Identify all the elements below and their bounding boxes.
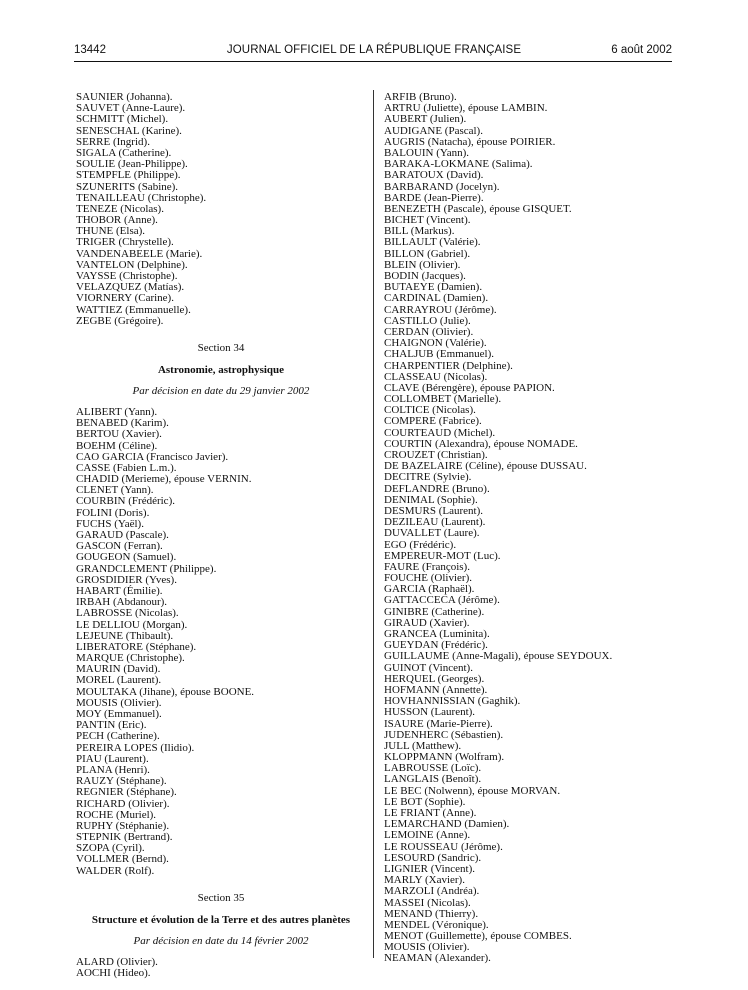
list-item: FUCHS (Yaël). — [76, 517, 144, 530]
list-item: LE ROUSSEAU (Jérôme). — [384, 840, 503, 853]
list-item: MOY (Emmanuel). — [76, 708, 162, 720]
issue-date: 6 août 2002 — [611, 44, 672, 56]
list-item: BENABED (Karim). — [76, 417, 169, 430]
list-item: TENAILLEAU (Christophe). — [76, 191, 207, 204]
list-item: BARAKA-LOKMANE (Salima). — [384, 158, 533, 171]
list-item: EGO (Frédéric). — [384, 538, 457, 551]
list-item: BLEIN (Olivier). — [384, 258, 461, 271]
list-item: GIRAUD (Xavier). — [384, 616, 470, 629]
list-item: GRANDCLEMENT (Philippe). — [76, 562, 217, 575]
list-item: RUPHY (Stéphanie). — [76, 819, 170, 832]
list-item: MOREL (Laurent). — [76, 674, 162, 687]
section-35-decision: Par décision en date du 14 février 2002 — [133, 934, 309, 947]
header-rule — [74, 61, 672, 62]
list-item: DE BAZELAIRE (Céline), épouse DUSSAU. — [384, 460, 587, 473]
list-item: PLANA (Henri). — [76, 763, 150, 776]
list-item: SIGALA (Catherine). — [76, 146, 172, 159]
list-item: MOUSIS (Olivier). — [76, 696, 162, 709]
list-item: ARFIB (Bruno). — [384, 91, 457, 103]
list-item: CARDINAL (Damien). — [384, 292, 489, 305]
list-item: ISAURE (Marie-Pierre). — [384, 717, 493, 730]
list-item: BARATOUX (David). — [384, 169, 484, 182]
list-item: DEFLANDRE (Bruno). — [384, 482, 490, 495]
list-item: DUVALLET (Laure). — [384, 527, 480, 540]
list-item: ALARD (Olivier). — [76, 955, 158, 968]
list-item: SZUNERITS (Sabine). — [76, 180, 179, 193]
list-item: BALOUIN (Yann). — [384, 146, 470, 159]
list-item: LE BOT (Sophie). — [384, 795, 466, 808]
list-item: COURTEAUD (Michel). — [384, 426, 496, 439]
list-item: HABART (Émilie). — [76, 584, 163, 597]
list-item: COLLOMBET (Marielle). — [384, 393, 502, 406]
list-item: BICHET (Vincent). — [384, 214, 471, 227]
list-item: HOFMANN (Annette). — [384, 683, 488, 696]
list-item: PECH (Catherine). — [76, 730, 160, 743]
list-item: DESMURS (Laurent). — [384, 504, 483, 517]
list-item: COURTIN (Alexandra), épouse NOMADE. — [384, 437, 578, 450]
list-item: NEAMAN (Alexander). — [384, 952, 491, 965]
list-item: LIGNIER (Vincent). — [384, 862, 475, 875]
right-column — [384, 92, 674, 965]
list-item: ALIBERT (Yann). — [76, 405, 158, 418]
list-item: LANGLAIS (Benoît). — [384, 773, 482, 786]
list-item: HOVHANNISSIAN (Gaghik). — [384, 695, 521, 708]
section-34-decision: Par décision en date du 29 janvier 2002 — [132, 384, 310, 397]
list-item: AUBERT (Julien). — [384, 113, 467, 126]
list-item: MARZOLI (Andréa). — [384, 885, 480, 898]
list-item: PEREIRA LOPES (Ilidio). — [76, 741, 195, 754]
list-item: KLOPPMANN (Wolfram). — [384, 751, 505, 764]
journal-title: JOURNAL OFFICIEL DE LA RÉPUBLIQUE FRANÇAISE — [226, 44, 522, 56]
list-item: VAYSSE (Christophe). — [76, 270, 178, 282]
list-item: WATTIEZ (Emmanuelle). — [76, 303, 191, 316]
list-item: LE DELLIOU (Morgan). — [76, 618, 188, 631]
list-item: DENIMAL (Sophie). — [384, 493, 478, 506]
list-item: BODIN (Jacques). — [384, 270, 466, 282]
list-item: EMPEREUR-MOT (Luc). — [384, 549, 501, 562]
list-item: CHAIGNON (Valérie). — [384, 337, 487, 350]
list-item: DECITRE (Sylvie). — [384, 471, 472, 484]
list-item: LABROUSSE (Loïc). — [384, 762, 482, 775]
list-item: WALDER (Rolf). — [76, 864, 155, 877]
list-item: HERQUEL (Georges). — [384, 672, 485, 685]
list-item: MOULTAKA (Jihane), épouse BOONE. — [76, 685, 255, 698]
list-item: LE BEC (Nolwenn), épouse MORVAN. — [384, 784, 561, 797]
list-item: LEMOINE (Anne). — [384, 829, 471, 842]
list-item: GUEYDAN (Frédéric). — [384, 639, 488, 652]
list-item: AUGRIS (Natacha), épouse POIRIER. — [384, 135, 556, 148]
list-item: GUINOT (Vincent). — [384, 661, 473, 674]
list-item: RAUZY (Stéphane). — [76, 775, 167, 788]
list-item: CASSE (Fabien L.m.). — [76, 461, 177, 474]
list-item: GASCON (Ferran). — [76, 540, 163, 553]
list-item: ARTRU (Juliette), épouse LAMBIN. — [384, 102, 548, 115]
list-item: TENEZE (Nicolas). — [76, 202, 164, 215]
name-list-right — [384, 92, 674, 965]
list-item: GARAUD (Pascale). — [76, 529, 169, 541]
list-item: VANDENABEELE (Marie). — [76, 247, 203, 260]
list-item: BOEHM (Céline). — [76, 439, 158, 452]
list-item: LIBERATORE (Stéphane). — [76, 640, 197, 653]
list-item: ZEGBE (Grégoire). — [76, 314, 164, 327]
list-item: MENOT (Guillemette), épouse COMBES. — [384, 930, 572, 943]
list-item: CASTILLO (Julie). — [384, 314, 471, 327]
list-item: CARRAYROU (Jérôme). — [384, 303, 497, 316]
list-item: VIORNERY (Carine). — [76, 292, 174, 305]
list-item: PANTIN (Eric). — [76, 719, 147, 732]
list-item: VOLLMER (Bernd). — [76, 853, 169, 866]
list-item: STEPNIK (Bertrand). — [76, 831, 173, 844]
list-item: BERTOU (Xavier). — [76, 428, 162, 441]
page-header — [0, 44, 748, 60]
list-item: STEMPFLE (Philippe). — [76, 169, 181, 182]
list-item: FOUCHE (Olivier). — [384, 572, 472, 585]
list-item: GRANCEA (Luminita). — [384, 628, 490, 640]
list-item: BILLON (Gabriel). — [384, 247, 471, 260]
list-item: THOBOR (Anne). — [76, 214, 158, 227]
list-item: MARLY (Xavier). — [384, 874, 465, 887]
list-item: MARQUE (Christophe). — [76, 652, 185, 665]
list-item: AUDIGANE (Pascal). — [384, 124, 483, 137]
list-item: BILL (Markus). — [384, 225, 455, 238]
list-item: JUDENHERC (Sébastien). — [384, 728, 504, 741]
list-item: FAURE (François). — [384, 560, 470, 573]
list-item: SERRE (Ingrid). — [76, 135, 150, 148]
list-item: COMPERE (Fabrice). — [384, 415, 482, 428]
list-item: MASSEI (Nicolas). — [384, 896, 471, 909]
list-item: CHALJUB (Emmanuel). — [384, 348, 494, 361]
list-item: CHADID (Merieme), épouse VERNIN. — [76, 473, 252, 486]
list-item: LESOURD (Sandric). — [384, 851, 482, 864]
list-item: THUNE (Elsa). — [76, 225, 146, 238]
list-item: SOULIE (Jean-Philippe). — [76, 158, 188, 171]
list-item: GINIBRE (Catherine). — [384, 605, 485, 618]
list-item: CLASSEAU (Nicolas). — [384, 370, 488, 383]
list-item: GATTACCECA (Jérôme). — [384, 594, 500, 607]
section-35-title: Structure et évolution de la Terre et des autres planètes — [91, 913, 351, 926]
list-item: CLAVE (Bérengère), épouse PAPION. — [384, 381, 555, 394]
section-34-title: Astronomie, astrophysique — [157, 363, 285, 376]
section-34-label: Section 34 — [197, 341, 245, 354]
list-item: LE FRIANT (Anne). — [384, 807, 477, 819]
list-item: AOCHI (Hideo). — [76, 967, 151, 979]
list-item: SAUNIER (Johanna). — [76, 91, 173, 103]
list-item: LABROSSE (Nicolas). — [76, 607, 179, 620]
list-item: COURBIN (Frédéric). — [76, 495, 175, 508]
list-item: HUSSON (Laurent). — [384, 706, 476, 719]
list-item: BILLAULT (Valérie). — [384, 236, 481, 249]
section-35-name-list — [76, 957, 366, 979]
list-item: BENEZETH (Pascale), épouse GISQUET. — [384, 202, 572, 215]
list-item: MOUSIS (Olivier). — [384, 941, 470, 954]
list-item: IRBAH (Abdanour). — [76, 596, 168, 609]
list-item: GOUGEON (Samuel). — [76, 551, 177, 564]
list-item: GROSDIDIER (Yves). — [76, 573, 177, 586]
list-item: DEZILEAU (Laurent). — [384, 516, 486, 529]
column-divider — [373, 90, 374, 958]
list-item: CHARPENTIER (Delphine). — [384, 359, 513, 372]
list-item: REGNIER (Stéphane). — [76, 786, 177, 799]
name-list-top — [76, 92, 366, 327]
list-item: MENDEL (Véronique). — [384, 918, 489, 931]
list-item: BUTAEYE (Damien). — [384, 281, 483, 294]
list-item: SENESCHAL (Karine). — [76, 124, 182, 137]
list-item: JULL (Matthew). — [384, 739, 462, 752]
list-item: GUILLAUME (Anne-Magali), épouse SEYDOUX. — [384, 650, 613, 663]
list-item: CLENET (Yann). — [76, 484, 154, 497]
section-34-name-list — [76, 407, 366, 877]
list-item: CERDAN (Olivier). — [384, 325, 474, 338]
list-item: BARDE (Jean-Pierre). — [384, 191, 484, 204]
list-item: GARCIA (Raphaël). — [384, 583, 475, 596]
list-item: SCHMITT (Michel). — [76, 113, 169, 126]
list-item: CROUZET (Christian). — [384, 449, 488, 461]
list-item: SAUVET (Anne-Laure). — [76, 102, 186, 115]
list-item: RICHARD (Olivier). — [76, 797, 170, 810]
list-item: MENAND (Thierry). — [384, 907, 479, 920]
list-item: VANTELON (Delphine). — [76, 258, 188, 271]
list-item: CAO GARCIA (Francisco Javier). — [76, 450, 229, 463]
list-item: LEJEUNE (Thibault). — [76, 629, 174, 642]
list-item: TRIGER (Chrystelle). — [76, 236, 174, 249]
list-item: BARBARAND (Jocelyn). — [384, 180, 500, 193]
list-item: FOLINI (Doris). — [76, 506, 150, 519]
list-item: PIAU (Laurent). — [76, 752, 149, 765]
list-item: LEMARCHAND (Damien). — [384, 818, 510, 831]
list-item: ROCHE (Muriel). — [76, 808, 157, 821]
left-column — [76, 92, 366, 979]
list-item: SZOPA (Cyril). — [76, 842, 145, 855]
list-item: VELAZQUEZ (Matías). — [76, 281, 185, 294]
page-number: 13442 — [74, 44, 106, 56]
list-item: COLTICE (Nicolas). — [384, 404, 476, 417]
list-item: MAURIN (David). — [76, 663, 161, 676]
section-35-label: Section 35 — [197, 891, 245, 904]
